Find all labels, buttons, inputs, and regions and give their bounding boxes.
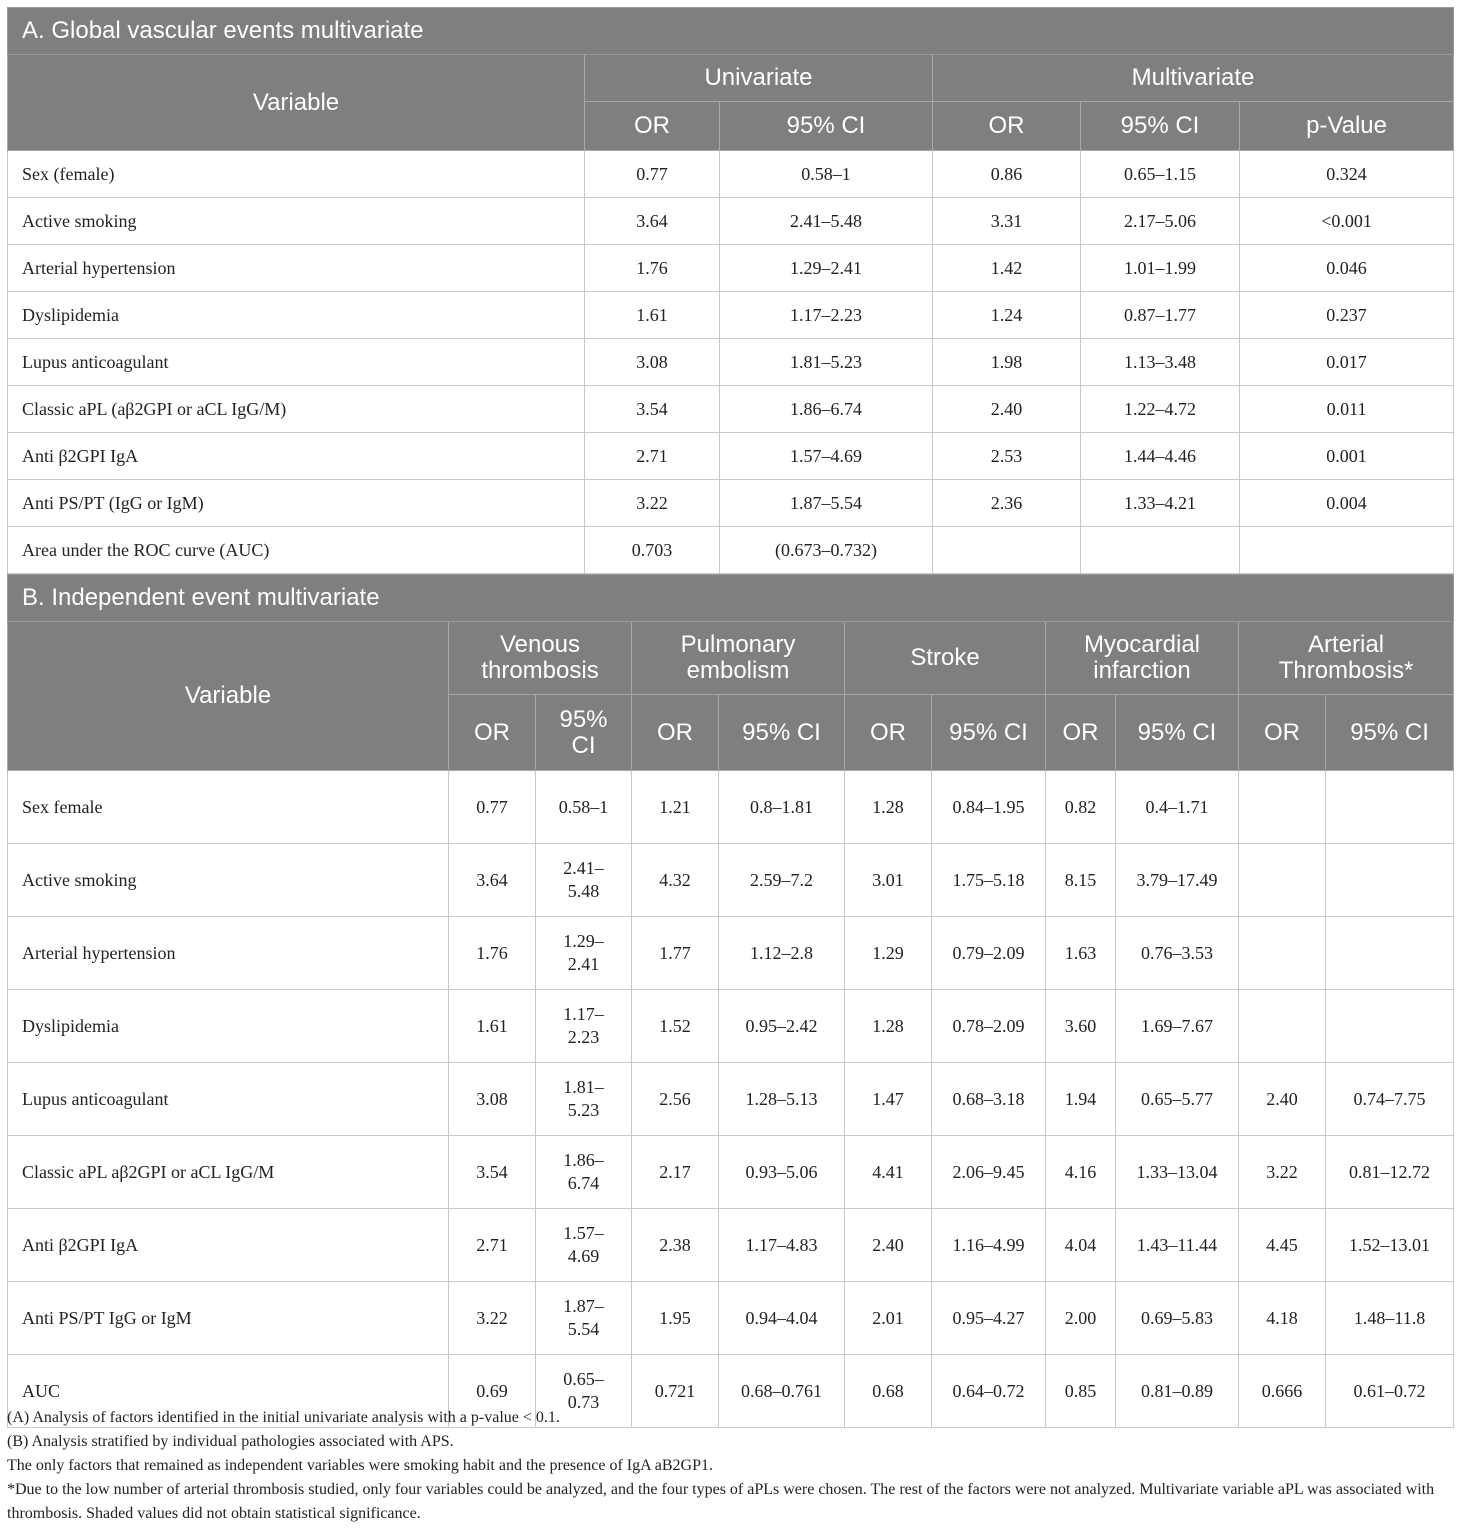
cell-multi-or: 1.42 [933,245,1081,292]
cell-multi-ci [1081,527,1240,574]
cell-s-ci: 1.16–4.99 [932,1209,1046,1282]
cell-s-or: 1.28 [845,990,932,1063]
cell-uni-ci: 2.41–5.48 [720,198,933,245]
cell-variable: Area under the ROC curve (AUC) [8,527,585,574]
table-row [8,1136,1454,1209]
section-a-body [8,151,1454,574]
cell-a-ci [1326,844,1454,917]
cell-p [1240,527,1454,574]
cell-v-ci: 0.58–1 [536,771,632,844]
cell-multi-or: 3.31 [933,198,1081,245]
cell-m-or: 1.63 [1046,917,1116,990]
cell-s-ci: 1.75–5.18 [932,844,1046,917]
cell-a-or: 0.666 [1239,1355,1326,1428]
cell-p-ci: 0.68–0.761 [719,1355,845,1428]
cell-uni-or: 0.77 [585,151,720,198]
cell-m-or: 1.94 [1046,1063,1116,1136]
footnote-a: (A) Analysis of factors identified in the initial univariate analysis with a p-value < 0.1. [7,1409,560,1426]
table-row [8,339,1454,386]
footnote-independent: The only factors that remained as independent variables were smoking habit and the presence of IgA aB2GP1. [7,1457,713,1474]
cell-multi-ci: 0.87–1.77 [1081,292,1240,339]
cell-variable: Sex (female) [8,151,585,198]
cell-p-ci: 2.59–7.2 [719,844,845,917]
cell-a-or: 3.22 [1239,1136,1326,1209]
cell-multi-or: 0.86 [933,151,1081,198]
cell-multi-ci: 1.13–3.48 [1081,339,1240,386]
cell-multi-or: 2.40 [933,386,1081,433]
cell-m-or: 8.15 [1046,844,1116,917]
cell-uni-ci: 1.57–4.69 [720,433,933,480]
section-b-title: B. Independent event multivariate [8,575,1454,622]
cell-s-ci: 0.95–4.27 [932,1282,1046,1355]
cell-s-or: 4.41 [845,1136,932,1209]
section-b-myocardial-or-header: OR [1046,695,1116,771]
cell-s-ci: 0.84–1.95 [932,771,1046,844]
section-b-variable-header: Variable [8,622,449,771]
cell-uni-or: 1.61 [585,292,720,339]
section-b-arterial-or-header: OR [1239,695,1326,771]
cell-uni-or: 1.76 [585,245,720,292]
cell-v-ci: 1.81–5.23 [536,1063,632,1136]
cell-a-ci: 0.74–7.75 [1326,1063,1454,1136]
cell-m-ci: 1.43–11.44 [1116,1209,1239,1282]
cell-p-ci: 1.17–4.83 [719,1209,845,1282]
cell-s-ci: 2.06–9.45 [932,1136,1046,1209]
cell-v-ci: 1.29–2.41 [536,917,632,990]
cell-m-ci: 0.81–0.89 [1116,1355,1239,1428]
cell-multi-ci: 0.65–1.15 [1081,151,1240,198]
cell-variable: Arterial hypertension [8,245,585,292]
cell-a-or [1239,844,1326,917]
cell-p: 0.324 [1240,151,1454,198]
cell-uni-or: 3.64 [585,198,720,245]
section-b-stroke-or-header: OR [845,695,932,771]
cell-p: 0.011 [1240,386,1454,433]
section-a-p-header: p-Value [1240,102,1454,151]
cell-s-ci: 0.78–2.09 [932,990,1046,1063]
cell-p-ci: 1.28–5.13 [719,1063,845,1136]
cell-v-or: 1.61 [449,990,536,1063]
section-b-venous-ci-header: 95% CI [536,695,632,771]
cell-variable: Dyslipidemia [8,292,585,339]
cell-p-or: 1.95 [632,1282,719,1355]
cell-variable: Anti β2GPI IgA [8,433,585,480]
cell-v-or: 0.77 [449,771,536,844]
cell-s-or: 0.68 [845,1355,932,1428]
cell-p-or: 1.21 [632,771,719,844]
section-b-pulmonary-ci-header: 95% CI [719,695,845,771]
cell-m-ci: 0.69–5.83 [1116,1282,1239,1355]
cell-v-ci: 0.65–0.73 [536,1355,632,1428]
cell-p-or: 2.56 [632,1063,719,1136]
section-a-variable-header: Variable [8,55,585,151]
cell-multi-or: 1.24 [933,292,1081,339]
cell-v-or: 1.76 [449,917,536,990]
cell-m-or: 4.04 [1046,1209,1116,1282]
table-row [8,1063,1454,1136]
cell-variable: Lupus anticoagulant [8,1063,449,1136]
section-b-myocardial-header: Myocardial infarction [1046,622,1239,695]
table-row [8,917,1454,990]
cell-s-ci: 0.68–3.18 [932,1063,1046,1136]
cell-a-ci: 0.61–0.72 [1326,1355,1454,1428]
cell-variable: Anti PS/PT IgG or IgM [8,1282,449,1355]
table-row [8,433,1454,480]
cell-uni-ci: 1.81–5.23 [720,339,933,386]
cell-uni-ci: (0.673–0.732) [720,527,933,574]
cell-p: <0.001 [1240,198,1454,245]
cell-p-or: 1.52 [632,990,719,1063]
section-b-pulmonary-header: Pulmonary embolism [632,622,845,695]
cell-v-or: 2.71 [449,1209,536,1282]
cell-a-or [1239,771,1326,844]
cell-v-ci: 1.86–6.74 [536,1136,632,1209]
cell-p-ci: 0.95–2.42 [719,990,845,1063]
table-section-b [7,574,1454,1428]
section-b-arterial-ci-header: 95% CI [1326,695,1454,771]
cell-a-ci: 1.48–11.8 [1326,1282,1454,1355]
cell-p-or: 4.32 [632,844,719,917]
cell-v-ci: 1.17–2.23 [536,990,632,1063]
cell-a-ci [1326,917,1454,990]
cell-uni-or: 2.71 [585,433,720,480]
cell-v-or: 3.08 [449,1063,536,1136]
table-row [8,386,1454,433]
table-row [8,245,1454,292]
table-row [8,151,1454,198]
cell-uni-ci: 1.87–5.54 [720,480,933,527]
cell-p-ci: 0.93–5.06 [719,1136,845,1209]
cell-multi-or: 2.53 [933,433,1081,480]
footnote-b: (B) Analysis stratified by individual pathologies associated with APS. [7,1433,454,1450]
cell-v-ci: 2.41–5.48 [536,844,632,917]
section-b-stroke-header: Stroke [845,622,1046,695]
section-a-uni-or-header: OR [585,102,720,151]
cell-v-or: 0.69 [449,1355,536,1428]
cell-s-or: 2.01 [845,1282,932,1355]
cell-a-or [1239,990,1326,1063]
cell-s-ci: 0.64–0.72 [932,1355,1046,1428]
cell-s-or: 1.28 [845,771,932,844]
table-row [8,990,1454,1063]
section-b-venous-header: Venous thrombosis [449,622,632,695]
cell-v-or: 3.22 [449,1282,536,1355]
cell-p-ci: 0.8–1.81 [719,771,845,844]
cell-m-or: 2.00 [1046,1282,1116,1355]
cell-m-ci: 0.76–3.53 [1116,917,1239,990]
table-row [8,1282,1454,1355]
cell-a-or: 4.45 [1239,1209,1326,1282]
cell-multi-ci: 1.33–4.21 [1081,480,1240,527]
cell-uni-or: 3.54 [585,386,720,433]
table-row [8,771,1454,844]
cell-p: 0.237 [1240,292,1454,339]
cell-s-or: 1.47 [845,1063,932,1136]
cell-uni-ci: 1.17–2.23 [720,292,933,339]
cell-p-or: 2.38 [632,1209,719,1282]
cell-m-or: 0.82 [1046,771,1116,844]
cell-multi-or: 2.36 [933,480,1081,527]
cell-s-or: 3.01 [845,844,932,917]
cell-variable: AUC [8,1355,449,1428]
section-a-univariate-header: Univariate [585,55,933,102]
cell-multi-or [933,527,1081,574]
cell-p: 0.017 [1240,339,1454,386]
cell-multi-ci: 2.17–5.06 [1081,198,1240,245]
cell-uni-ci: 0.58–1 [720,151,933,198]
section-a-multi-or-header: OR [933,102,1081,151]
cell-m-or: 0.85 [1046,1355,1116,1428]
table-row [8,844,1454,917]
table-row [8,527,1454,574]
cell-s-ci: 0.79–2.09 [932,917,1046,990]
section-b-arterial-header: Arterial Thrombosis* [1239,622,1454,695]
section-b-body [8,771,1454,1428]
section-a-multivariate-header: Multivariate [933,55,1454,102]
cell-a-ci: 1.52–13.01 [1326,1209,1454,1282]
cell-variable: Classic aPL aβ2GPI or aCL IgG/M [8,1136,449,1209]
section-b-venous-or-header: OR [449,695,536,771]
cell-m-ci: 1.33–13.04 [1116,1136,1239,1209]
cell-m-ci: 1.69–7.67 [1116,990,1239,1063]
cell-uni-or: 3.08 [585,339,720,386]
cell-p-ci: 0.94–4.04 [719,1282,845,1355]
table-row [8,198,1454,245]
results-table-container [7,7,1453,1428]
cell-variable: Active smoking [8,844,449,917]
cell-s-or: 1.29 [845,917,932,990]
cell-p-or: 1.77 [632,917,719,990]
section-b-pulmonary-or-header: OR [632,695,719,771]
cell-a-or [1239,917,1326,990]
cell-a-ci [1326,990,1454,1063]
cell-p: 0.004 [1240,480,1454,527]
cell-a-or: 4.18 [1239,1282,1326,1355]
footnote-arterial: *Due to the low number of arterial thrombosis studied, only four variables could be analyzed, and the four types of aPLs were chosen. The rest of the factors were not analyzed. Multivariate variable aPL was associated with thrombosis. Shaded values did not obtain statistical significance. [7,1481,1435,1522]
cell-v-or: 3.54 [449,1136,536,1209]
section-a-title: A. Global vascular events multivariate [8,8,1454,55]
cell-a-ci: 0.81–12.72 [1326,1136,1454,1209]
cell-variable: Classic aPL (aβ2GPI or aCL IgG/M) [8,386,585,433]
cell-a-ci [1326,771,1454,844]
cell-p-or: 0.721 [632,1355,719,1428]
cell-m-ci: 3.79–17.49 [1116,844,1239,917]
section-a-uni-ci-header: 95% CI [720,102,933,151]
cell-variable: Sex female [8,771,449,844]
cell-multi-ci: 1.01–1.99 [1081,245,1240,292]
cell-multi-ci: 1.22–4.72 [1081,386,1240,433]
table-row [8,1209,1454,1282]
cell-m-or: 3.60 [1046,990,1116,1063]
section-b-stroke-ci-header: 95% CI [932,695,1046,771]
cell-uni-or: 3.22 [585,480,720,527]
cell-variable: Lupus anticoagulant [8,339,585,386]
section-b-myocardial-ci-header: 95% CI [1116,695,1239,771]
table-footnotes [7,1406,1453,1526]
cell-variable: Anti β2GPI IgA [8,1209,449,1282]
cell-p-ci: 1.12–2.8 [719,917,845,990]
cell-v-or: 3.64 [449,844,536,917]
cell-uni-ci: 1.29–2.41 [720,245,933,292]
cell-a-or: 2.40 [1239,1063,1326,1136]
table-section-a [7,7,1454,574]
cell-m-or: 4.16 [1046,1136,1116,1209]
cell-uni-or: 0.703 [585,527,720,574]
cell-m-ci: 0.65–5.77 [1116,1063,1239,1136]
table-row [8,292,1454,339]
cell-multi-ci: 1.44–4.46 [1081,433,1240,480]
cell-variable: Anti PS/PT (IgG or IgM) [8,480,585,527]
cell-p-or: 2.17 [632,1136,719,1209]
cell-p: 0.001 [1240,433,1454,480]
cell-v-ci: 1.57–4.69 [536,1209,632,1282]
cell-m-ci: 0.4–1.71 [1116,771,1239,844]
cell-variable: Active smoking [8,198,585,245]
section-a-multi-ci-header: 95% CI [1081,102,1240,151]
cell-uni-ci: 1.86–6.74 [720,386,933,433]
cell-p: 0.046 [1240,245,1454,292]
cell-s-or: 2.40 [845,1209,932,1282]
cell-multi-or: 1.98 [933,339,1081,386]
cell-v-ci: 1.87–5.54 [536,1282,632,1355]
table-row [8,480,1454,527]
cell-variable: Dyslipidemia [8,990,449,1063]
cell-variable: Arterial hypertension [8,917,449,990]
